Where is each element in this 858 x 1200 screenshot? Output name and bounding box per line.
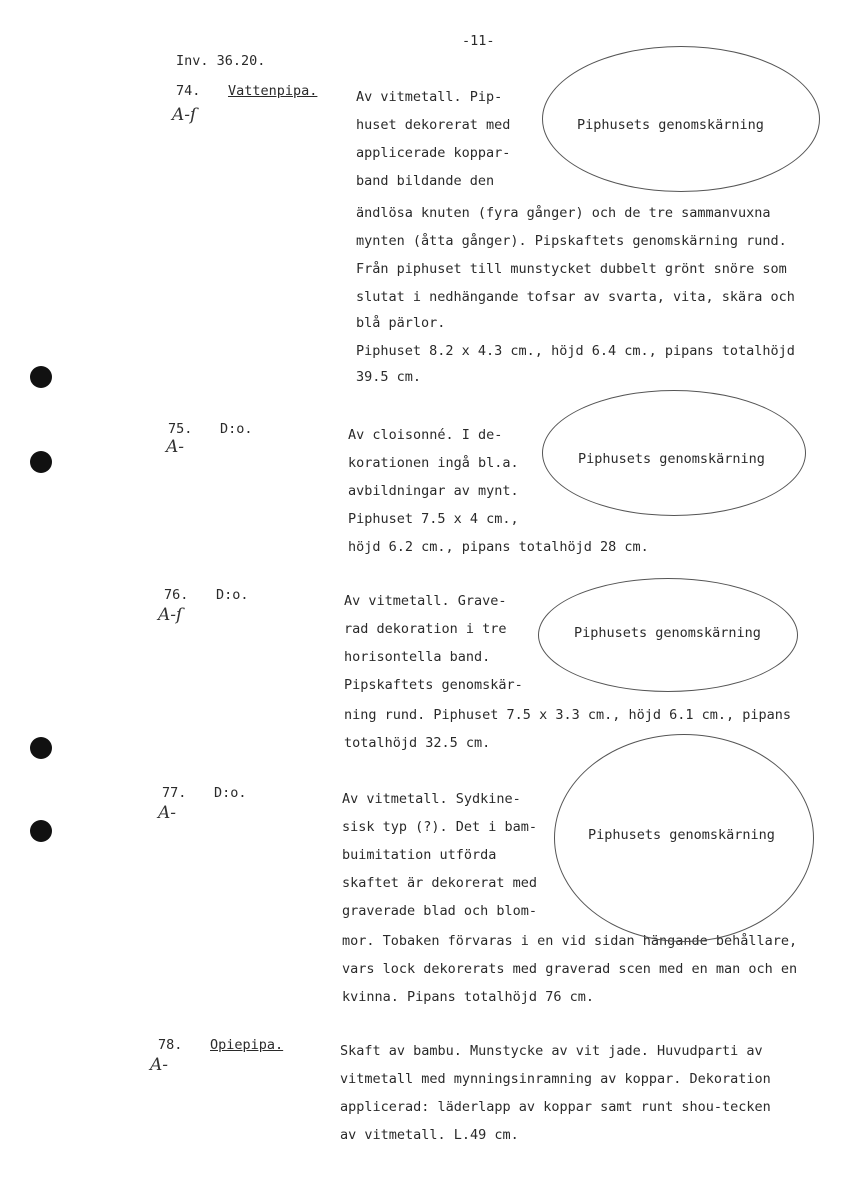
text-line: ning rund. Piphuset 7.5 x 3.3 cm., höjd 6.1 cm., pipans	[344, 707, 792, 723]
entry-number: 74.	[176, 83, 201, 99]
cross-section-label: Piphusets genomskärning	[578, 451, 765, 467]
text-line: vitmetall med mynningsinramning av koppar. Dekoration	[340, 1071, 771, 1087]
entry-name: D:o.	[220, 421, 253, 437]
text-line: applicerade koppar-	[356, 145, 511, 161]
binder-hole-4	[30, 820, 52, 842]
cross-section-label: Piphusets genomskärning	[588, 827, 775, 843]
entry-number: 77.	[162, 785, 187, 801]
text-line: Piphuset 7.5 x 4 cm.,	[348, 511, 519, 527]
text-line: avbildningar av mynt.	[348, 483, 519, 499]
binder-hole-2	[30, 451, 52, 473]
text-line: Av vitmetall. Grave-	[344, 593, 507, 609]
handwritten-mark: A-	[150, 1055, 169, 1075]
handwritten-mark: A-	[158, 803, 177, 823]
handwritten-mark: A-ſ	[158, 605, 183, 625]
text-line: 39.5 cm.	[356, 369, 422, 385]
handwritten-mark: A-ſ	[172, 105, 197, 125]
text-line: mynten (åtta gånger). Pipskaftets genomskärning rund.	[356, 233, 787, 249]
entry-number: 76.	[164, 587, 189, 603]
binder-hole-1	[30, 366, 52, 388]
text-line: Skaft av bambu. Munstycke av vit jade. Huvudparti av	[340, 1043, 763, 1059]
inventory-number: Inv. 36.20.	[176, 53, 266, 69]
entry-name: Vattenpipa.	[228, 83, 318, 99]
text-line: band bildande den	[356, 173, 495, 189]
text-line: mor. Tobaken förvaras i en vid sidan hängande behållare,	[342, 933, 798, 949]
text-line: rad dekoration i tre	[344, 621, 507, 637]
text-line: totalhöjd 32.5 cm.	[344, 735, 491, 751]
text-line: höjd 6.2 cm., pipans totalhöjd 28 cm.	[348, 539, 649, 555]
text-line: sisk typ (?). Det i bam-	[342, 819, 538, 835]
text-line: applicerad: läderlapp av koppar samt runt shou-tecken	[340, 1099, 771, 1115]
text-line: skaftet är dekorerat med	[342, 875, 538, 891]
text-line: korationen ingå bl.a.	[348, 455, 519, 471]
text-line: Av vitmetall. Sydkine-	[342, 791, 521, 807]
text-line: av vitmetall. L.49 cm.	[340, 1127, 519, 1143]
text-line: buimitation utförda	[342, 847, 497, 863]
entry-name: D:o.	[214, 785, 247, 801]
text-line: kvinna. Pipans totalhöjd 76 cm.	[342, 989, 594, 1005]
text-line: Av vitmetall. Pip-	[356, 89, 503, 105]
entry-number: 78.	[158, 1037, 183, 1053]
cross-section-label: Piphusets genomskärning	[577, 117, 764, 133]
entry-name: Opiepipa.	[210, 1037, 284, 1053]
text-line: vars lock dekorerats med graverad scen med en man och en	[342, 961, 798, 977]
handwritten-mark: A-	[166, 437, 185, 457]
text-line: Pipskaftets genomskär-	[344, 677, 523, 693]
text-line: Piphuset 8.2 x 4.3 cm., höjd 6.4 cm., pipans totalhöjd	[356, 343, 795, 359]
cross-section-label: Piphusets genomskärning	[574, 625, 761, 641]
text-line: horisontella band.	[344, 649, 491, 665]
text-line: ändlösa knuten (fyra gånger) och de tre sammanvuxna	[356, 205, 771, 221]
text-line: blå pärlor.	[356, 315, 446, 331]
text-line: Från piphuset till munstycket dubbelt grönt snöre som	[356, 261, 787, 277]
entry-number: 75.	[168, 421, 193, 437]
text-line: slutat i nedhängande tofsar av svarta, vita, skära och	[356, 289, 795, 305]
entry-name: D:o.	[216, 587, 249, 603]
text-line: graverade blad och blom-	[342, 903, 538, 919]
binder-hole-3	[30, 737, 52, 759]
text-line: Av cloisonné. I de-	[348, 427, 503, 443]
page-number: -11-	[462, 33, 495, 49]
text-line: huset dekorerat med	[356, 117, 511, 133]
